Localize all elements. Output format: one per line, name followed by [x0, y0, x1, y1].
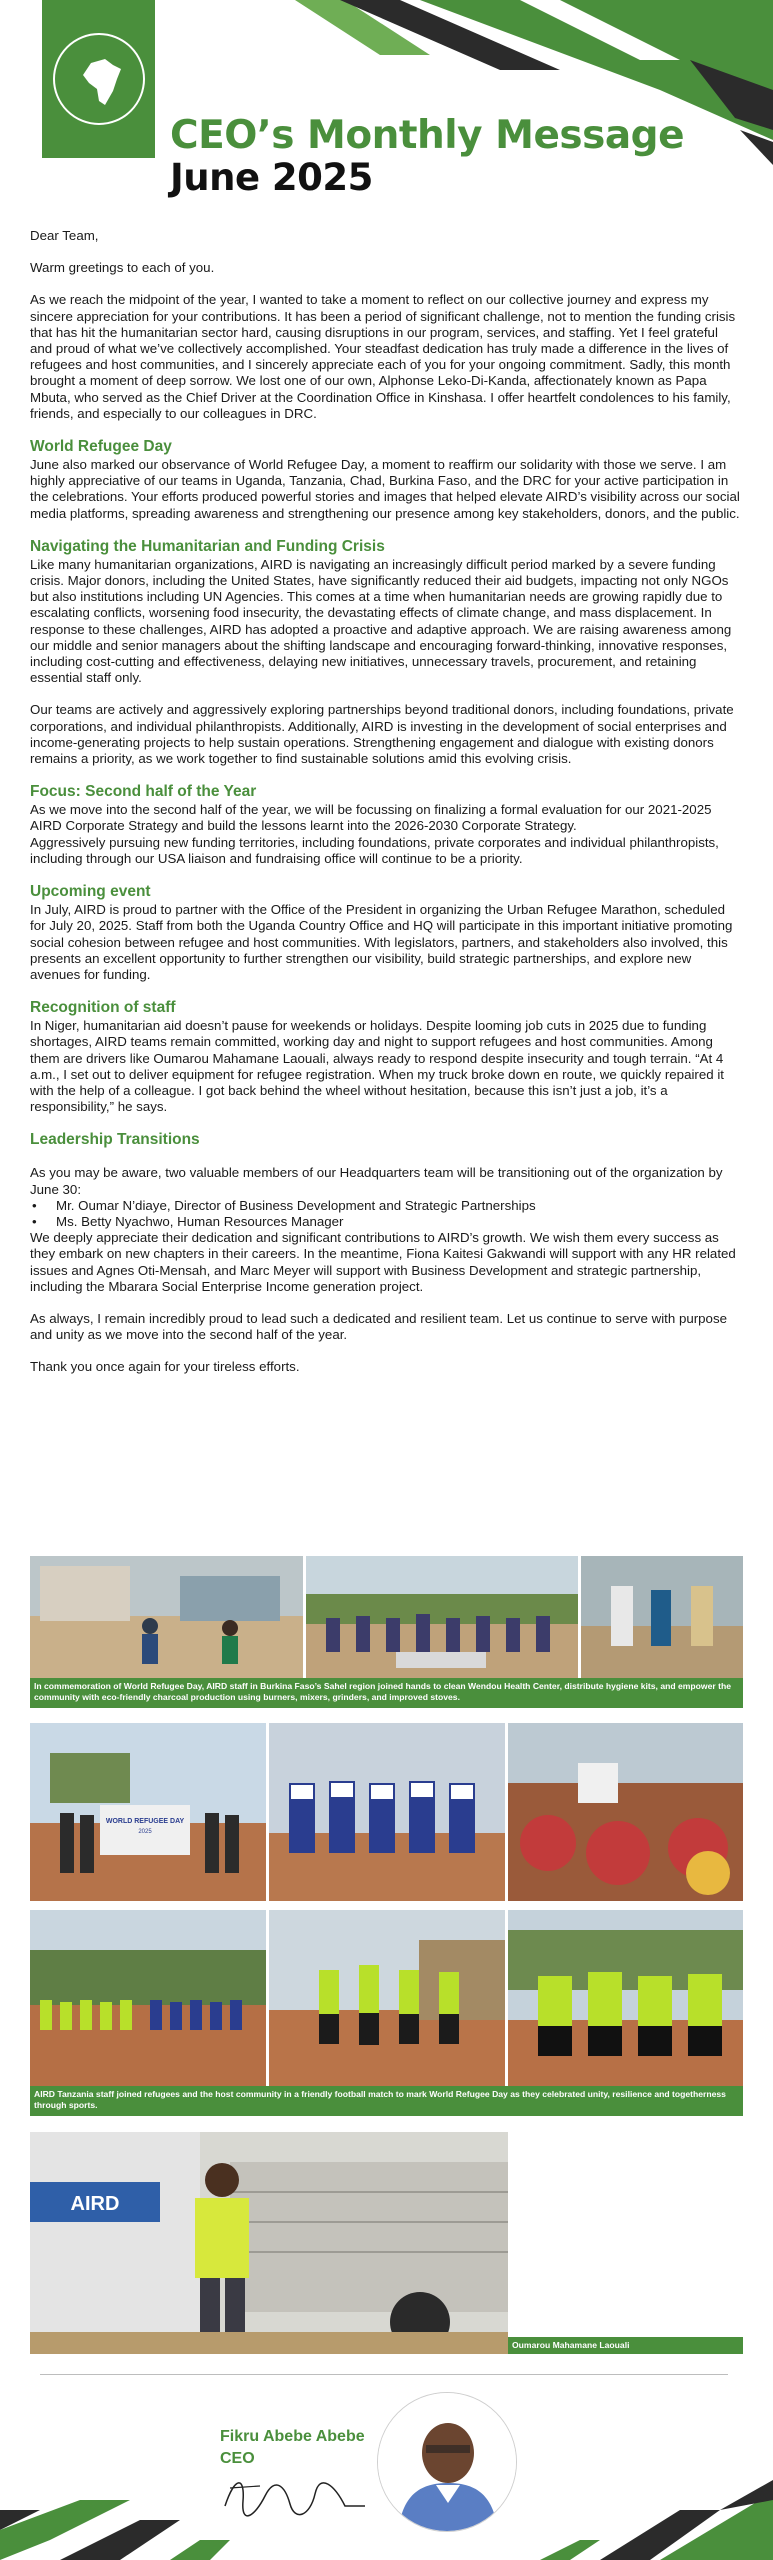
leadership-list	[30, 1198, 742, 1230]
logo	[42, 0, 155, 158]
leadership-intro: As you may be aware, two valuable members of our Headquarters team will be transitioning out of the organization by June 30:	[30, 1165, 723, 1197]
photo-driver-oumarou	[30, 2132, 508, 2354]
photo-solidarity-banner	[30, 1723, 266, 1901]
section-paragraph: June also marked our observance of World Refugee Day, a moment to reaffirm our solidarity with those we serve. I am highly appreciative of our teams in Uganda, Tanzania, Chad, Burkina Faso, and the DRC for your active participation in the celebrations. Your efforts produced powerful stories and images that helped elevate AIRD’s visibility across our social media platforms, spreading awareness and strengthening our presence among key stakeholders, donors, and the public.	[30, 457, 740, 521]
section-paragraph: In July, AIRD is proud to partner with the Office of the President in organizing the Urban Refugee Marathon, scheduled for July 20, 2025. Staff from both the Uganda Country Office and HQ will participate in this important initiative promoting social cohesion between refugee and host communities. With legislators, partners, and stakeholders also involved, this presents an excellent opportunity to further strengthen our visibility, build strategic partnerships, and explore new avenues for funding.	[30, 902, 733, 982]
svg-text:2025: 2025	[138, 1829, 152, 1835]
page-subtitle-date: June 2025	[170, 156, 373, 199]
section-heading-world-refugee-day: World Refugee Day	[30, 438, 172, 456]
page-title: CEO’s Monthly Message	[170, 113, 685, 158]
section-paragraph: Like many humanitarian organizations, AIRD is navigating an increasingly difficult period marked by a severe funding crisis. Major donors, including the United States, have significantly reduced their aid budgets, impacting not only NGOs but also institutions including UN Agencies. This comes at a time when humanitarian needs are growing rapidly due to escalating conflicts, worsening food insecurity, the devastating effects of climate change, and mass displacement. In response to these challenges, AIRD has adopted a proactive and adaptive approach. We are raising awareness among our middle and senior managers about the shifting landscape and encouraging forward-thinking, innovative responses, including cost-cutting and effectiveness, delaying new initiatives, unnecessary travels, procurement, and retaining essential staff only.	[30, 556, 732, 686]
leadership-after: We deeply appreciate their dedication and significant contributions to AIRD’s growth. We wish them every success as they embark on new chapters in their careers. In the meantime, Fiona Kaitesi Gakwandi will support with any HR related issues and Agnes Oti-Mensah, and Marc Meyer will support with Business Development and strategic partnership, including the Mbarara Social Enterprise Income generation project.	[30, 1230, 736, 1294]
list-item: • Ms. Betty Nyachwo, Human Resources Manager	[30, 1214, 742, 1230]
photo-referees	[508, 1910, 743, 2086]
photo-players-row	[269, 1910, 505, 2086]
section-heading-second-half: Focus: Second half of the Year	[30, 783, 257, 801]
caption-driver: Oumarou Mahamane Laouali	[508, 2337, 743, 2354]
footer-stripes	[0, 2470, 773, 2560]
caption-tanzania: AIRD Tanzania staff joined refugees and the host community in a friendly football match to mark World Refugee Day as they celebrated unity, resilience and togetherness through sports.	[30, 2086, 743, 2116]
caption-burkina: In commemoration of World Refugee Day, AIRD staff in Burkina Faso’s Sahel region joined hands to clean Wendou Health Center, distribute hygiene kits, and empower the community with eco-friendly charcoal production using burners, mixers, grinders, and improved stoves.	[30, 1678, 743, 1708]
photo-health-center-cleaning	[30, 1556, 303, 1678]
greeting: Dear Team,	[30, 228, 99, 243]
signature-name: Fikru Abebe Abebe	[220, 2428, 365, 2445]
photo-signs-group	[269, 1723, 505, 1901]
footer-divider	[40, 2374, 728, 2375]
section-heading-leadership: Leadership Transitions	[30, 1131, 200, 1149]
intro-paragraph: As we reach the midpoint of the year, I wanted to take a moment to reflect on our collective journey and express my sincere appreciation for your contributions. It has been a period of significant challenge, not to mention the funding crisis that has hit the humanitarian sector hard, causing disruptions in our program, services, and staffing. Yet I feel grateful and proud of what we’ve collectively accomplished. Your steadfast dedication has truly made a difference in the lives of refugees and host communities, and I sincerely appreciate each of you for your ongoing commitment. Sadly, this month brought a moment of deep sorrow. We lost one of our own, Alphonse Leko-Di-Kanda, affectionately known as Papa Mbuta, who served as the Chief Driver at the Coordination Office in Kinshasa. I offer heartfelt condolences to his family, friends, and especially to our colleagues in DRC.	[30, 292, 736, 421]
section-paragraph: Our teams are actively and aggressively exploring partnerships beyond traditional donors, including foundations, private corporations, and individual philanthropists. Additionally, AIRD is investing in the development of social enterprises and income-generating projects to help sustain operations. Strengthening engagement and dialogue with existing donors remains a priority, as we work together to find sustainable solutions amid this evolving crisis.	[30, 702, 734, 767]
photo-football-teams	[30, 1910, 266, 2086]
truck-sign-text: AIRD	[70, 2193, 120, 2215]
closing-paragraph: As always, I remain incredibly proud to lead such a dedicated and resilient team. Let us continue to serve with purpose and unity as we move into the second half of the year.	[30, 1310, 727, 1343]
svg-text:WORLD REFUGEE DAY: WORLD REFUGEE DAY	[105, 1818, 185, 1825]
section-heading-recognition: Recognition of staff	[30, 999, 176, 1017]
letter-body	[30, 228, 742, 1392]
section-paragraph: In Niger, humanitarian aid doesn’t pause for weekends or holidays. Despite looming job cuts in 2025 due to funding shortages, AIRD teams remain committed, working day and night to support refugees and host communities. Among them are drivers like Oumarou Mahamane Laouali, always ready to respond despite insecurity and tough terrain. “At 4 a.m., I set out to deliver equipment for refugee registration. When my truck broke down en route, we quickly repaired it with the help of a colleague. I got back behind the wheel without hesitation, because this isn’t just a job, it’s a responsibility,” he says.	[30, 1018, 724, 1115]
logo-emblem	[53, 33, 145, 125]
photo-hygiene-kits-group	[306, 1556, 578, 1678]
list-item: • Mr. Oumar N’diaye, Director of Business Development and Strategic Partnerships	[30, 1198, 742, 1214]
photo-community-crowd	[508, 1723, 743, 1901]
section-heading-upcoming-event: Upcoming event	[30, 883, 151, 901]
section-heading-funding-crisis: Navigating the Humanitarian and Funding Crisis	[30, 537, 385, 555]
signature-role: CEO	[220, 2450, 255, 2467]
photo-charcoal-production	[581, 1556, 743, 1678]
section-paragraph: As we move into the second half of the year, we will be focussing on finalizing a formal evaluation for our 2021-2025 AIRD Corporate Strategy and build the lessons learnt into the 2026-2030 Corporate Strategy. Aggressively pursuing new funding territories, including foundations, private corporates and individual philanthropists, including through our USA liaison and fundraising office will continue to be a priority.	[30, 802, 719, 866]
warm-greetings: Warm greetings to each of you.	[30, 260, 215, 276]
thanks-line: Thank you once again for your tireless efforts.	[30, 1359, 300, 1375]
